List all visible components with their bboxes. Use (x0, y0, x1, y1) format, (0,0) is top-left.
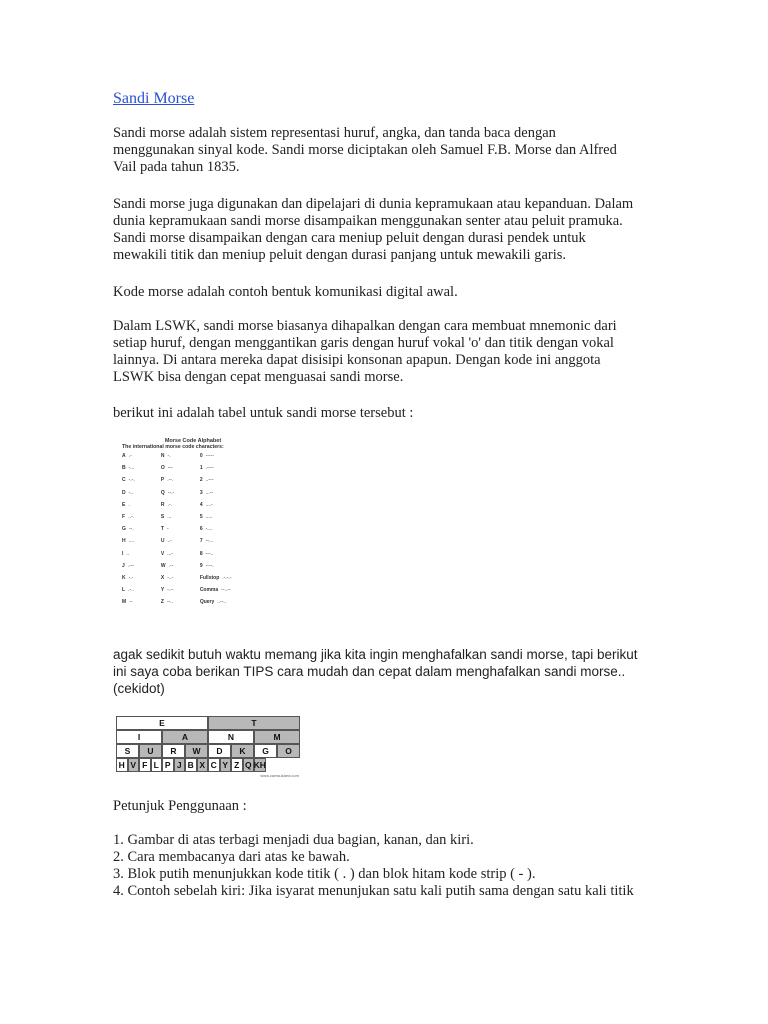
morse-entry (157, 575, 196, 581)
morse-code: .- (128, 453, 132, 460)
morse-table-row (118, 523, 258, 535)
morse-entry (118, 563, 157, 569)
morse-entry (196, 538, 258, 544)
morse-entry (118, 575, 157, 581)
morse-character: I (122, 550, 124, 557)
morse-code: ..--- (205, 477, 214, 484)
morse-entry (196, 551, 258, 557)
tips-chart-credit: www.camsukaed.com (260, 773, 299, 778)
morse-entry (157, 453, 196, 459)
morse-character: 0 (199, 453, 203, 460)
morse-code: .--. (167, 477, 174, 484)
tips-chart-cell: Z (231, 758, 243, 772)
morse-entry (157, 477, 196, 483)
morse-entry (118, 477, 157, 483)
morse-entry (157, 538, 196, 544)
text-line: LSWK bisa dengan cepat menguasai sandi morse. (113, 369, 404, 385)
morse-code: ... (167, 514, 172, 521)
morse-entry (157, 514, 196, 520)
morse-code: ..... (205, 514, 213, 521)
morse-entry (157, 599, 196, 605)
tips-chart-cell: I (116, 730, 162, 744)
morse-code: .-. (167, 501, 172, 508)
text-line: Sandi morse adalah sistem representasi huruf, angka, dan tanda baca dengan (113, 125, 556, 141)
morse-code: ...- (167, 550, 174, 557)
morse-character: 7 (199, 538, 203, 545)
morse-table-rows (118, 450, 258, 608)
morse-code: - (166, 526, 169, 533)
tips-chart-cell: C (208, 758, 220, 772)
morse-table-row (118, 487, 258, 499)
morse-entry (196, 453, 258, 459)
morse-character: 1 (199, 465, 203, 472)
morse-entry (157, 465, 196, 471)
morse-entry (196, 526, 258, 532)
morse-code: -.. (128, 489, 134, 496)
tips-chart-cell: M (254, 730, 300, 744)
tips-chart-cell: P (162, 758, 174, 772)
tips-chart-cell: R (162, 744, 185, 758)
text-line: ini saya coba berikan TIPS cara mudah dan cepat dalam menghafalkan sandi morse.. (113, 664, 626, 679)
morse-character: 3 (199, 489, 203, 496)
morse-code: .... (128, 538, 135, 545)
morse-entry (196, 490, 258, 496)
text-line: (cekidot) (113, 681, 165, 696)
morse-code: .--- (127, 562, 135, 569)
text-line: 3. Blok putih menunjukkan kode titik ( . ) dan blok hitam kode strip ( - ). (113, 866, 536, 882)
morse-character: Y (160, 587, 165, 594)
text-line: Vail pada tahun 1835. (113, 159, 240, 175)
text-line: berikut ini adalah tabel untuk sandi morse tersebut : (113, 405, 414, 421)
morse-character: T (160, 526, 164, 533)
text-line: agak sedikit butuh waktu memang jika kita ingin menghafalkan sandi morse, tapi berikut (113, 647, 638, 662)
morse-entry (157, 526, 196, 532)
morse-entry (196, 575, 258, 581)
morse-table-row (118, 596, 258, 608)
text-line: Sandi morse juga digunakan dan dipelajari di dunia kepramukaan atau kepanduan. Dalam (113, 196, 634, 212)
morse-character: 2 (199, 477, 203, 484)
tips-chart-cell: U (139, 744, 162, 758)
morse-entry (118, 551, 157, 557)
tips-chart-cell: F (139, 758, 151, 772)
morse-entry (118, 538, 157, 544)
morse-table-row (118, 584, 258, 596)
morse-table-row (118, 548, 258, 560)
morse-character: H (122, 538, 126, 545)
morse-code: --... (205, 538, 214, 545)
tips-chart-cell: KH (253, 760, 266, 770)
text-line: dunia kepramukaan sandi morse disampaikan menggunakan senter atau peluit pramuka. (113, 213, 623, 229)
morse-code: .-.. (128, 587, 134, 594)
paragraph-intro (113, 125, 658, 176)
paragraph-pramuka (113, 196, 658, 264)
morse-character: X (160, 574, 165, 581)
tips-chart-cell: L (151, 758, 163, 772)
morse-code: . (128, 501, 130, 508)
morse-character: J (122, 562, 125, 569)
morse-entry (118, 599, 157, 605)
morse-code: .-.-.- (222, 574, 232, 581)
morse-character: Query (199, 599, 215, 606)
morse-character: R (160, 501, 165, 508)
morse-character: G (122, 526, 126, 533)
text-line: mewakili titik dan meniup peluit dengan durasi panjang untuk mewakili garis. (113, 247, 567, 263)
tips-chart-cell: T (208, 716, 300, 730)
morse-code: -. (167, 453, 171, 460)
morse-character: P (160, 477, 165, 484)
tips-chart-cell: O (277, 744, 300, 758)
tips-chart-cell: N (208, 730, 254, 744)
paragraph-digital (113, 284, 658, 301)
morse-code: ....- (205, 501, 213, 508)
morse-character: 5 (199, 514, 203, 521)
page-title[interactable]: Sandi Morse (113, 90, 195, 107)
paragraph-usage-heading (113, 798, 658, 815)
morse-character: 8 (199, 550, 203, 557)
morse-character: W (160, 562, 166, 569)
text-line: 1. Gambar di atas terbagi menjadi dua bagian, kanan, dan kiri. (113, 832, 474, 848)
morse-table-row (118, 511, 258, 523)
tips-chart-row (116, 730, 301, 744)
morse-code: -.... (205, 526, 213, 533)
morse-entry (118, 502, 157, 508)
morse-code: ...-- (205, 489, 214, 496)
morse-entry (196, 587, 258, 593)
morse-entry (196, 465, 258, 471)
morse-code: --.. (166, 599, 174, 606)
morse-entry (118, 526, 157, 532)
tips-chart-rows (116, 716, 301, 772)
tips-chart-cell: S (116, 744, 139, 758)
tips-chart-cell: B (185, 758, 197, 772)
tips-chart-cell: E (116, 716, 208, 730)
tips-chart-row (116, 716, 301, 730)
morse-code: -.- (128, 574, 134, 581)
tips-chart-cell: W (185, 744, 208, 758)
tips-chart-row (116, 744, 301, 758)
morse-code: -.-- (167, 587, 174, 594)
morse-entry (196, 477, 258, 483)
text-line: lainnya. Di antara mereka dapat disisipi konsonan apapun. Dengan kode ini anggota (113, 352, 601, 368)
morse-character: F (122, 514, 126, 521)
morse-entry (118, 514, 157, 520)
morse-entry (157, 587, 196, 593)
text-line: 4. Contoh sebelah kiri: Jika isyarat menunjukan satu kali putih sama dengan satu kali titik (113, 883, 634, 899)
text-line: Kode morse adalah contoh bentuk komunikasi digital awal. (113, 284, 458, 300)
morse-entry (118, 587, 157, 593)
morse-table-row (118, 560, 258, 572)
morse-character: O (160, 465, 165, 472)
morse-code: -..- (167, 574, 174, 581)
text-line: 2. Cara membacanya dari atas ke bawah. (113, 849, 350, 865)
morse-table-row (118, 474, 258, 486)
morse-code: ----- (205, 453, 214, 460)
paragraph-lswk (113, 318, 658, 386)
morse-table-heading: Morse Code Alphabet (164, 438, 222, 444)
tips-chart-cell: D (208, 744, 231, 758)
morse-code: ----. (205, 562, 214, 569)
tips-chart-cell: J (174, 758, 186, 772)
morse-code-table-image (118, 438, 258, 624)
morse-entry (196, 563, 258, 569)
morse-code: .---- (205, 465, 214, 472)
morse-entry (157, 490, 196, 496)
morse-character: Q (160, 489, 165, 496)
usage-instructions-list (113, 832, 658, 900)
text-line: Sandi morse disampaikan dengan cara meniup peluit dengan durasi pendek untuk (113, 230, 586, 246)
tips-chart-cell: Y (220, 758, 232, 772)
morse-entry (157, 551, 196, 557)
morse-character: S (160, 514, 165, 521)
morse-code: .-- (168, 562, 174, 569)
morse-tips-chart-image (116, 716, 301, 780)
morse-table-row (118, 499, 258, 511)
paragraph-table-intro (113, 405, 658, 422)
text-line: Petunjuk Penggunaan : (113, 798, 247, 814)
morse-code: ..--.. (217, 599, 227, 606)
morse-entry (118, 490, 157, 496)
morse-table-subheading: The international morse code characters: (122, 444, 224, 450)
morse-character: 4 (199, 501, 203, 508)
morse-character: 6 (199, 526, 203, 533)
morse-entry (196, 599, 258, 605)
morse-character: K (122, 574, 126, 581)
morse-code: ..-. (128, 514, 134, 521)
tips-chart-cell: H (116, 758, 128, 772)
tips-chart-cell: A (162, 730, 208, 744)
morse-entry (157, 502, 196, 508)
tips-chart-cell: G (254, 744, 277, 758)
text-line: menggunakan sinyal kode. Sandi morse diciptakan oleh Samuel F.B. Morse dan Alfred (113, 142, 617, 158)
morse-character: C (122, 477, 126, 484)
morse-character: L (122, 587, 126, 594)
morse-entry (118, 465, 157, 471)
morse-character: Comma (199, 587, 219, 594)
morse-code: ..- (167, 538, 172, 545)
morse-character: Z (160, 599, 164, 606)
morse-character: U (160, 538, 165, 545)
text-line: Dalam LSWK, sandi morse biasanya dihapalkan dengan cara membuat mnemonic dari (113, 318, 617, 334)
morse-entry (118, 453, 157, 459)
morse-table-row (118, 535, 258, 547)
morse-character: D (122, 489, 126, 496)
morse-character: M (122, 599, 127, 606)
morse-table-row (118, 462, 258, 474)
morse-table-row (118, 572, 258, 584)
morse-code: -... (128, 465, 135, 472)
morse-character: N (160, 453, 165, 460)
morse-character: V (160, 550, 165, 557)
morse-character: E (122, 501, 126, 508)
morse-character: 9 (199, 562, 203, 569)
morse-code: -- (129, 599, 133, 606)
text-line: setiap huruf, dengan menggantikan garis dengan huruf vokal 'o' dan titik dengan vokal (113, 335, 614, 351)
morse-code: ---.. (205, 550, 214, 557)
morse-code: .. (126, 550, 130, 557)
morse-entry (157, 563, 196, 569)
morse-code: --. (128, 526, 134, 533)
tips-chart-cell: K (231, 744, 254, 758)
morse-entry (196, 514, 258, 520)
morse-code: --.- (167, 489, 175, 496)
tips-chart-cell: V (128, 758, 140, 772)
morse-code: --..-- (221, 587, 231, 594)
morse-character: Fullstop (199, 574, 220, 581)
morse-code: --- (167, 465, 173, 472)
paragraph-tips-intro (113, 646, 658, 697)
morse-entry (196, 502, 258, 508)
tips-chart-row (116, 758, 301, 772)
morse-character: B (122, 465, 126, 472)
tips-chart-cell: Q (243, 758, 255, 772)
morse-code: -.-. (128, 477, 135, 484)
morse-table-row (118, 450, 258, 462)
morse-character: A (122, 453, 126, 460)
tips-chart-cell: X (197, 758, 209, 772)
